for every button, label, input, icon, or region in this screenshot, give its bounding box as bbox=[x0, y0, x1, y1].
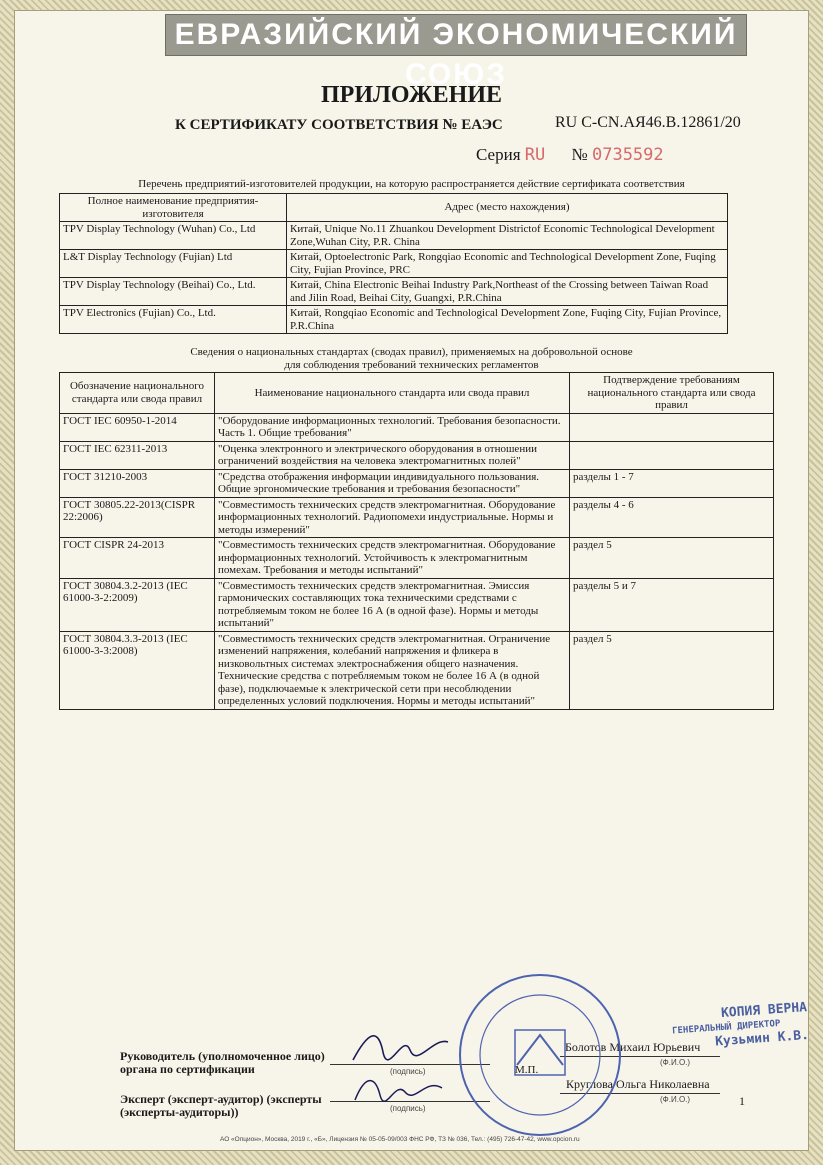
mp-label: М.П. bbox=[515, 1064, 539, 1076]
manufacturers-caption: Перечень предприятий-изготовителей продукции, на которую распространяется действие сертификата соответствия bbox=[138, 178, 685, 190]
standard-name: "Средства отображения информации индивидуального пользования. Общие эргономические требования и требования безопасности" bbox=[215, 469, 570, 497]
standard-name: "Совместимость технических средств электромагнитная. Оборудование информационных технологий. Устойчивость к электромагнитным помехам. Требования и методы испытаний" bbox=[215, 538, 570, 579]
manufacturer-address: Китай, Optoelectronic Park, Rongqiao Economic and Technological Development Zone, Fuqing City, Fujian Province, PRC bbox=[287, 250, 728, 278]
head-name: Болотов Михаил Юрьевич bbox=[565, 1040, 701, 1054]
copy-stamp-line1: КОПИЯ ВЕРНА bbox=[720, 1000, 808, 1022]
copy-stamp bbox=[671, 1000, 810, 1050]
page-title: ПРИЛОЖЕНИЕ bbox=[320, 82, 503, 108]
manufacturer-name: TPV Display Technology (Wuhan) Co., Ltd bbox=[60, 222, 287, 250]
standard-confirm: раздел 5 bbox=[570, 631, 774, 709]
standard-code: ГОСТ CISPR 24-2013 bbox=[60, 538, 215, 579]
standard-name: "Совместимость технических средств электромагнитная. Эмиссия гармонических составляющих тока техническими средствами с потребляемым током не более 16 А (в одной фазе). Нормы и методы испытаний" bbox=[215, 578, 570, 631]
standard-confirm: раздел 5 bbox=[570, 538, 774, 579]
table-row bbox=[60, 631, 774, 709]
standard-code: ГОСТ 30804.3.3-2013 (IEC 61000-3-3:2008) bbox=[60, 631, 215, 709]
standard-code: ГОСТ 30805.22-2013(CISPR 22:2006) bbox=[60, 497, 215, 538]
expert-signature-caption: (подпись) bbox=[390, 1104, 426, 1113]
standard-confirm: разделы 5 и 7 bbox=[570, 578, 774, 631]
table-row bbox=[60, 278, 728, 306]
standard-code: ГОСТ 30804.3.2-2013 (IEC 61000-3-2:2009) bbox=[60, 578, 215, 631]
head-label: Руководитель (уполномоченное лицо) органа по сертификации bbox=[120, 1049, 325, 1076]
col-header-name: Полное наименование предприятия-изготовителя bbox=[60, 194, 287, 222]
copy-stamp-line2: ГЕНЕРАЛЬНЫЙ ДИРЕКТОР bbox=[671, 1018, 781, 1037]
standard-name: "Совместимость технических средств электромагнитная. Ограничение изменений напряжения, колебаний напряжения и фликера в низковольтных системах электроснабжения общего назначения. Технические средства с потребляемым током не более 16 А (в одной фазе), подключаемые к электрической сети при несоблюдении определенных условий подключения. Нормы и методы испытаний" bbox=[215, 631, 570, 709]
standard-name: "Совместимость технических средств электромагнитная. Оборудование информационных технологий. Радиопомехи индустриальные. Нормы и методы измерений" bbox=[215, 497, 570, 538]
col-header-address: Адрес (место нахождения) bbox=[287, 194, 728, 222]
series-label: Серия bbox=[476, 145, 521, 164]
table-row bbox=[60, 538, 774, 579]
expert-label: Эксперт (эксперт-аудитор) (эксперты (эксперты-аудиторы)) bbox=[120, 1092, 322, 1119]
expert-name: Круглова Ольга Николаевна bbox=[566, 1077, 710, 1091]
table-row bbox=[60, 250, 728, 278]
standard-name: "Оборудование информационных технологий. Требования безопасности. Часть 1. Общие требования" bbox=[215, 413, 570, 441]
standard-name: "Оценка электронного и электрического оборудования в отношении ограничений воздействия на человека электромагнитных полей" bbox=[215, 441, 570, 469]
col-header-standard: Наименование национального стандарта или свода правил bbox=[215, 373, 570, 414]
standard-code: ГОСТ IEC 60950-1-2014 bbox=[60, 413, 215, 441]
subtitle: К СЕРТИФИКАТУ СООТВЕТСТВИЯ № ЕАЭС bbox=[175, 117, 503, 133]
col-header-confirm: Подтверждение требованиям национального стандарта или свода правил bbox=[570, 373, 774, 414]
table-row bbox=[60, 441, 774, 469]
standards-table bbox=[59, 372, 774, 710]
expert-fio-caption: (Ф.И.О.) bbox=[660, 1095, 691, 1104]
certificate-number: RU C-CN.АЯ46.B.12861/20 bbox=[555, 114, 741, 131]
standard-confirm bbox=[570, 441, 774, 469]
manufacturer-name: L&T Display Technology (Fujian) Ltd bbox=[60, 250, 287, 278]
manufacturer-name: TPV Display Technology (Beihai) Co., Ltd. bbox=[60, 278, 287, 306]
number-label: № bbox=[571, 145, 588, 164]
manufacturer-address: Китай, China Electronic Beihai Industry Park,Northeast of the Crossing between Taiwan Road and Jilin Road, Beihai City, Guangxi, P.R.China bbox=[287, 278, 728, 306]
standard-confirm: разделы 1 - 7 bbox=[570, 469, 774, 497]
head-fio-caption: (Ф.И.О.) bbox=[660, 1058, 691, 1067]
table-row bbox=[60, 497, 774, 538]
table-row bbox=[60, 469, 774, 497]
head-signature bbox=[348, 1022, 458, 1064]
table-row bbox=[60, 413, 774, 441]
table-row bbox=[60, 578, 774, 631]
table-row bbox=[60, 306, 728, 334]
copy-stamp-line3: Кузьмин К.В. bbox=[714, 1027, 810, 1050]
expert-signature bbox=[350, 1070, 450, 1106]
manufacturer-address: Китай, Rongqiao Economic and Technological Development Zone, Fuqing City, Fujian Province, P.R.China bbox=[287, 306, 728, 334]
page-number: 1 bbox=[739, 1094, 745, 1108]
standard-code: ГОСТ IEC 62311-2013 bbox=[60, 441, 215, 469]
table-row bbox=[60, 222, 728, 250]
manufacturer-name: TPV Electronics (Fujian) Co., Ltd. bbox=[60, 306, 287, 334]
series-value: RU bbox=[524, 145, 546, 165]
standards-caption-2: для соблюдения требований технических регламентов bbox=[284, 359, 539, 371]
printer-footer: АО «Опцион», Москва, 2019 г., «Б», Лицензия № 05-05-09/003 ФНС РФ, ТЗ № 036, Тел.: (495) 726-47-42, www.opcion.ru bbox=[220, 1136, 580, 1143]
manufacturer-address: Китай, Unique No.11 Zhuankou Development Districtof Economic Technological Development Zone,Wuhan City, P.R. China bbox=[287, 222, 728, 250]
standard-confirm bbox=[570, 413, 774, 441]
number-value: 0735592 bbox=[591, 145, 664, 165]
head-signature-caption: (подпись) bbox=[390, 1067, 426, 1076]
standard-code: ГОСТ 31210-2003 bbox=[60, 469, 215, 497]
union-banner: ЕВРАЗИЙСКИЙ ЭКОНОМИЧЕСКИЙ СОЮЗ bbox=[165, 14, 747, 56]
series-line bbox=[476, 145, 664, 165]
standards-caption-1: Сведения о национальных стандартах (сводах правил), применяемых на добровольной основе bbox=[190, 346, 633, 358]
standard-confirm: разделы 4 - 6 bbox=[570, 497, 774, 538]
manufacturers-table bbox=[59, 193, 728, 334]
certification-body-seal bbox=[455, 970, 625, 1140]
col-header-code: Обозначение национального стандарта или свода правил bbox=[60, 373, 215, 414]
